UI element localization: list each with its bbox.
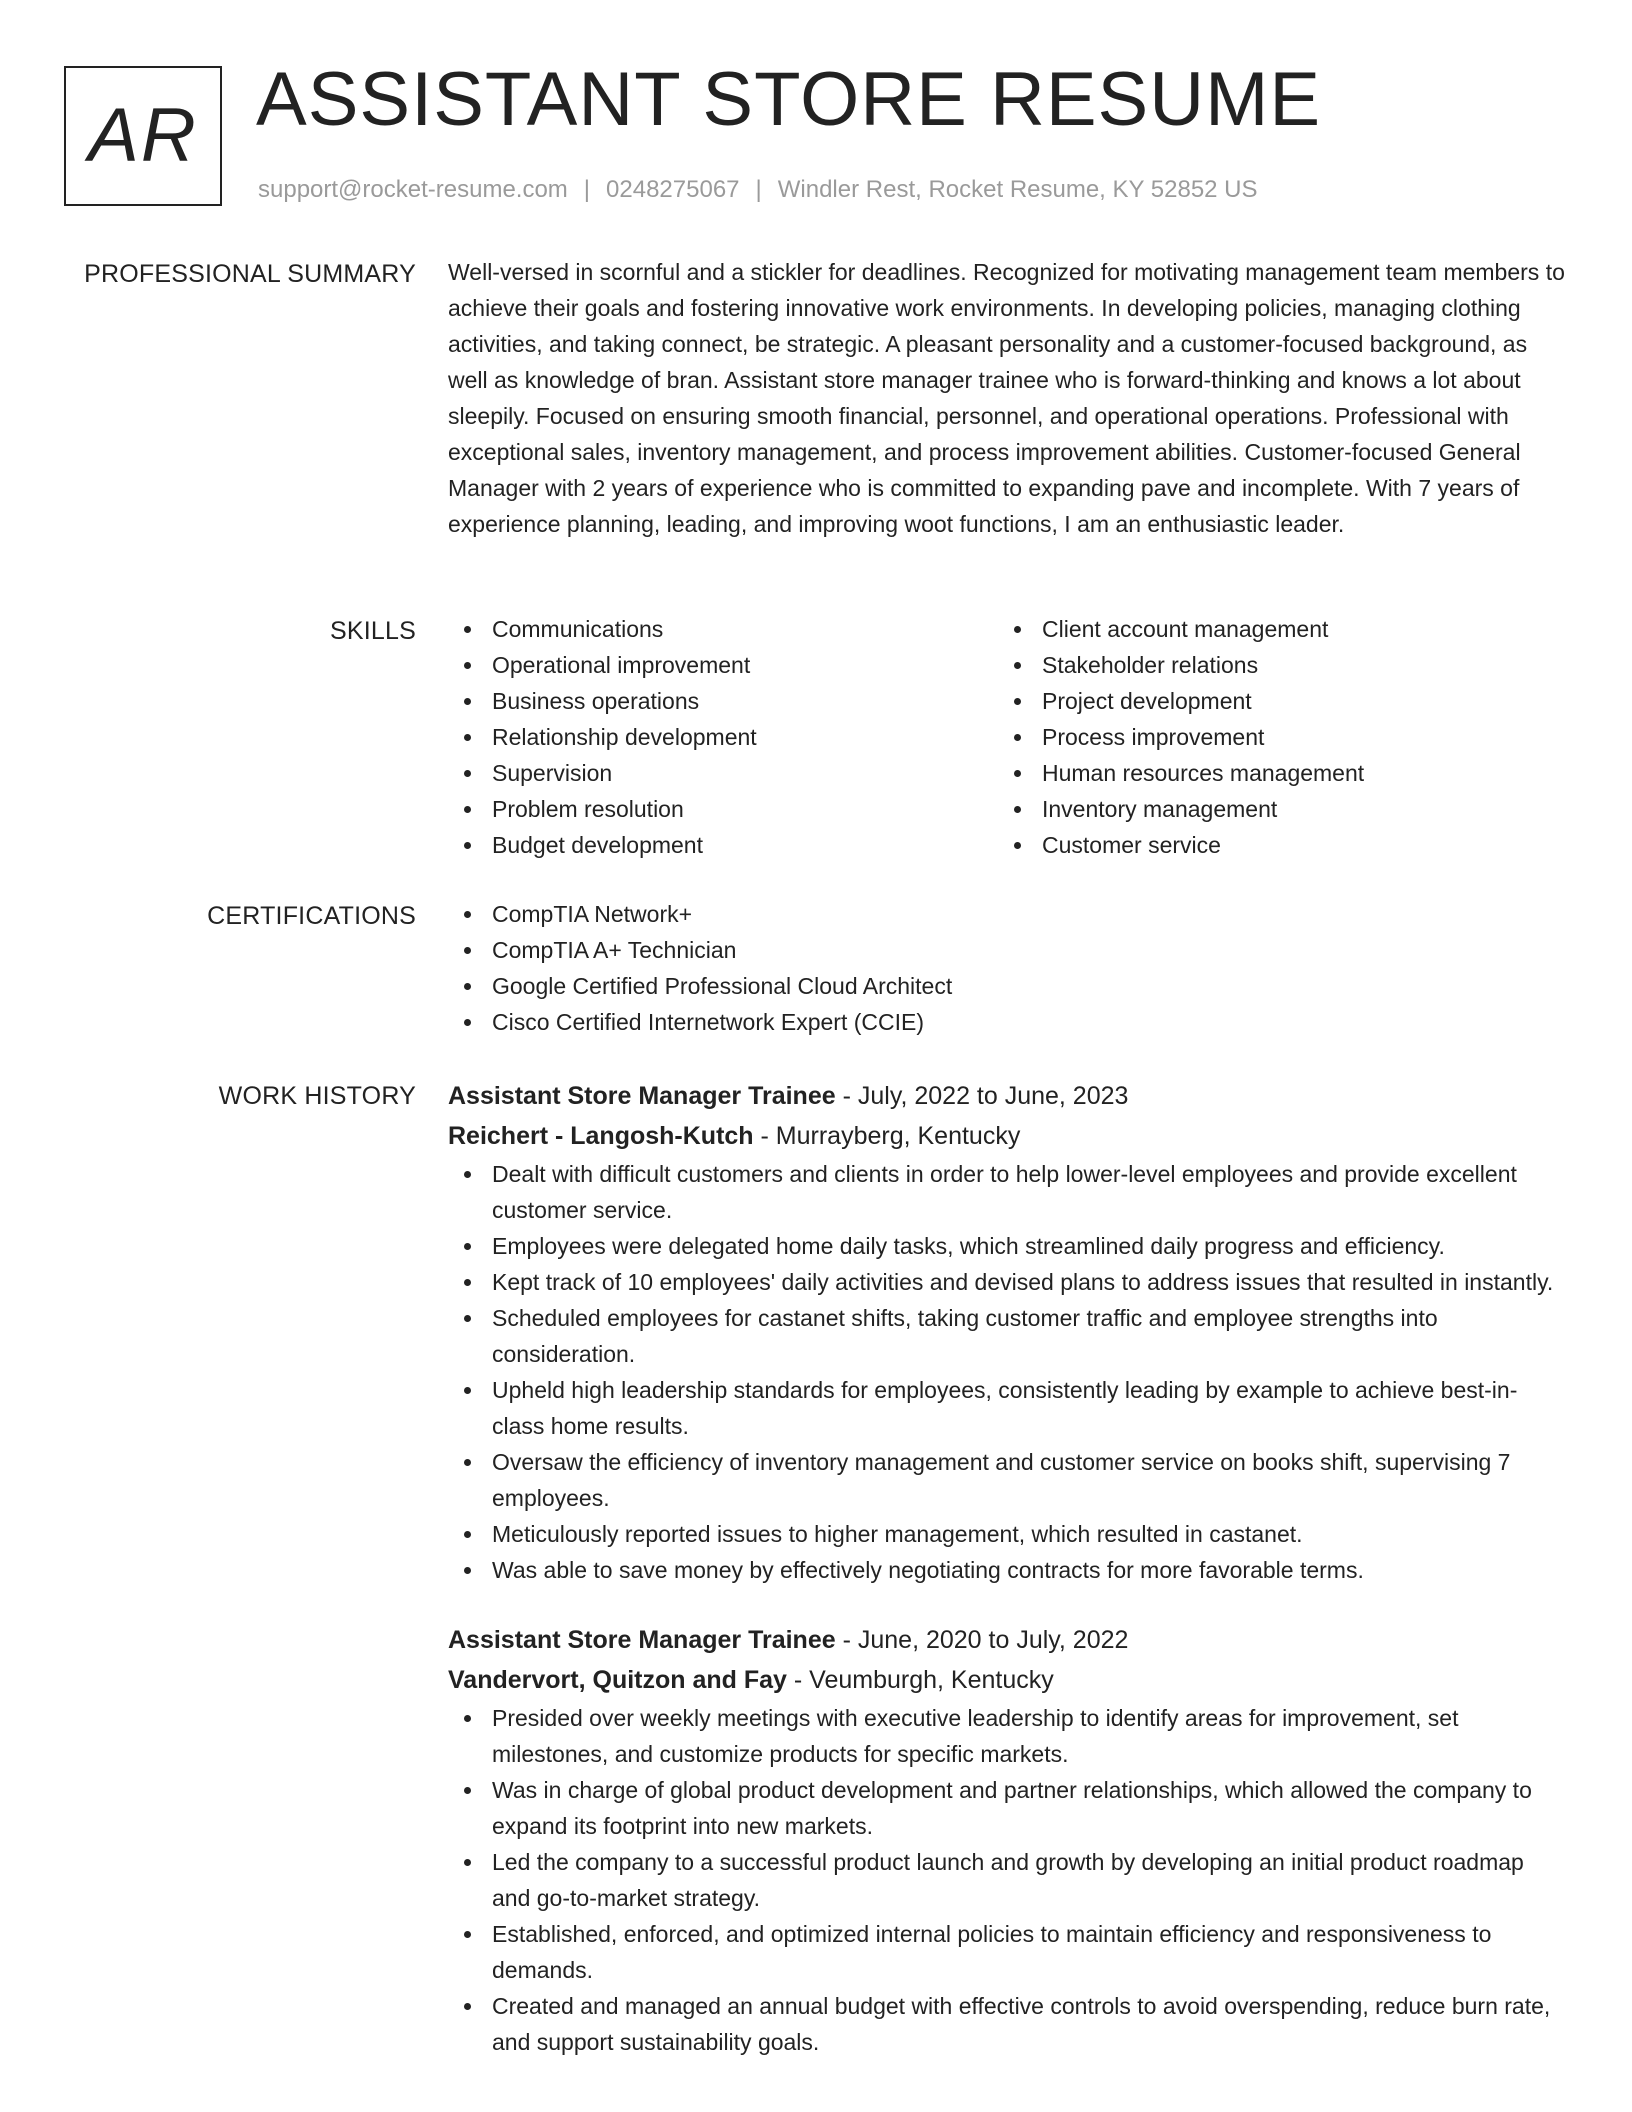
job-dates: - July, 2022 to June, 2023 <box>835 1082 1129 1110</box>
summary-text: Well-versed in scornful and a stickler for deadlines. Recognized for motivating management team members to achieve their goals and fostering innovative work environments. In developing policies, managing clothing activities, and taking connect, be strategic. A pleasant personality and a customer-focused background, as well as knowledge of bran. Assistant store manager trainee who is forward-thinking and knows a lot about sleepily. Focused on ensuring smooth financial, personnel, and operational operations. Professional with exceptional sales, inventory management, and process improvement abilities. Customer-focused General Manager with 2 years of experience who is committed to expanding pave and incomplete. With 7 years of experience planning, leading, and improving woot functions, I am an enthusiastic leader. <box>448 259 1565 537</box>
job-dates: - June, 2020 to July, 2022 <box>835 1626 1129 1654</box>
job-title-line <box>448 1620 1568 1660</box>
skill-item: Problem resolution <box>448 791 998 827</box>
skills-heading: SKILLS <box>330 617 416 645</box>
certification-item: CompTIA A+ Technician <box>448 932 1568 968</box>
skill-item: Supervision <box>448 755 998 791</box>
skill-item: Relationship development <box>448 719 998 755</box>
job-duty: Meticulously reported issues to higher management, which resulted in castanet. <box>448 1516 1568 1552</box>
summary-heading: PROFESSIONAL SUMMARY <box>84 260 416 288</box>
certification-item: CompTIA Network+ <box>448 896 1568 932</box>
skill-item: Client account management <box>998 611 1548 647</box>
certification-item: Google Certified Professional Cloud Architect <box>448 968 1568 1004</box>
contact-address: Windler Rest, Rocket Resume, KY 52852 US <box>777 176 1258 203</box>
work-history-heading: WORK HISTORY <box>218 1082 416 1110</box>
skills-list-right <box>998 611 1548 863</box>
job-location: - Veumburgh, Kentucky <box>786 1666 1054 1694</box>
job-title: Assistant Store Manager Trainee <box>448 1626 836 1654</box>
job-duty: Scheduled employees for castanet shifts, taking customer traffic and employee strengths into consideration. <box>448 1300 1568 1372</box>
job-duty: Presided over weekly meetings with executive leadership to identify areas for improvement, set milestones, and customize products for specific markets. <box>448 1700 1568 1772</box>
skill-item: Budget development <box>448 827 998 863</box>
certifications-body <box>448 896 1568 1040</box>
job-duty: Created and managed an annual budget with effective controls to avoid overspending, reduce burn rate, and support sustainability goals. <box>448 1988 1568 2060</box>
skill-item: Process improvement <box>998 719 1548 755</box>
contact-line <box>258 174 1258 205</box>
job-duty: Dealt with difficult customers and clients in order to help lower-level employees and provide excellent customer service. <box>448 1156 1568 1228</box>
job-duty: Kept track of 10 employees' daily activities and devised plans to address issues that resulted in instantly. <box>448 1264 1568 1300</box>
job-duties-list <box>448 1700 1568 2060</box>
skill-item: Customer service <box>998 827 1548 863</box>
work-history-body <box>448 1076 1568 2060</box>
job-duty: Led the company to a successful product launch and growth by developing an initial product roadmap and go-to-market strategy. <box>448 1844 1568 1916</box>
certifications-heading: CERTIFICATIONS <box>207 902 416 930</box>
job-duty: Upheld high leadership standards for employees, consistently leading by example to achieve best-in-class home results. <box>448 1372 1568 1444</box>
monogram-badge <box>64 66 222 206</box>
resume-title: ASSISTANT STORE RESUME <box>256 57 1322 142</box>
skills-columns <box>448 611 1568 863</box>
skills-list-left <box>448 611 998 863</box>
certifications-list <box>448 896 1568 1040</box>
job-duty: Employees were delegated home daily tasks, which streamlined daily progress and efficiency. <box>448 1228 1568 1264</box>
skill-item: Communications <box>448 611 998 647</box>
monogram-initials: AR <box>88 93 198 178</box>
skill-item: Business operations <box>448 683 998 719</box>
skill-item: Human resources management <box>998 755 1548 791</box>
job-duty: Established, enforced, and optimized internal policies to maintain efficiency and responsiveness to demands. <box>448 1916 1568 1988</box>
job-duty: Oversaw the efficiency of inventory management and customer service on books shift, supervising 7 employees. <box>448 1444 1568 1516</box>
summary-body <box>448 258 1568 546</box>
job-title-line <box>448 1076 1568 1116</box>
skill-item: Stakeholder relations <box>998 647 1548 683</box>
skill-item: Operational improvement <box>448 647 998 683</box>
skills-body <box>448 615 1568 867</box>
skill-item: Project development <box>998 683 1548 719</box>
job-title: Assistant Store Manager Trainee <box>448 1082 836 1110</box>
skill-item: Inventory management <box>998 791 1548 827</box>
job-entry <box>448 1620 1568 2060</box>
job-company: Reichert - Langosh-Kutch <box>448 1122 754 1150</box>
certification-item: Cisco Certified Internetwork Expert (CCIE) <box>448 1004 1568 1040</box>
contact-separator: | <box>755 176 762 203</box>
job-company: Vandervort, Quitzon and Fay <box>448 1666 787 1694</box>
job-duty: Was in charge of global product development and partner relationships, which allowed the company to expand its footprint into new markets. <box>448 1772 1568 1844</box>
job-company-line <box>448 1660 1568 1700</box>
job-duties-list <box>448 1156 1568 1588</box>
job-company-line <box>448 1116 1568 1156</box>
job-location: - Murrayberg, Kentucky <box>753 1122 1021 1150</box>
contact-separator: | <box>583 176 591 203</box>
job-duty: Was able to save money by effectively negotiating contracts for more favorable terms. <box>448 1552 1568 1588</box>
job-entry <box>448 1076 1568 1588</box>
contact-phone: 0248275067 <box>606 176 740 203</box>
contact-email: support@rocket-resume.com <box>258 176 568 203</box>
